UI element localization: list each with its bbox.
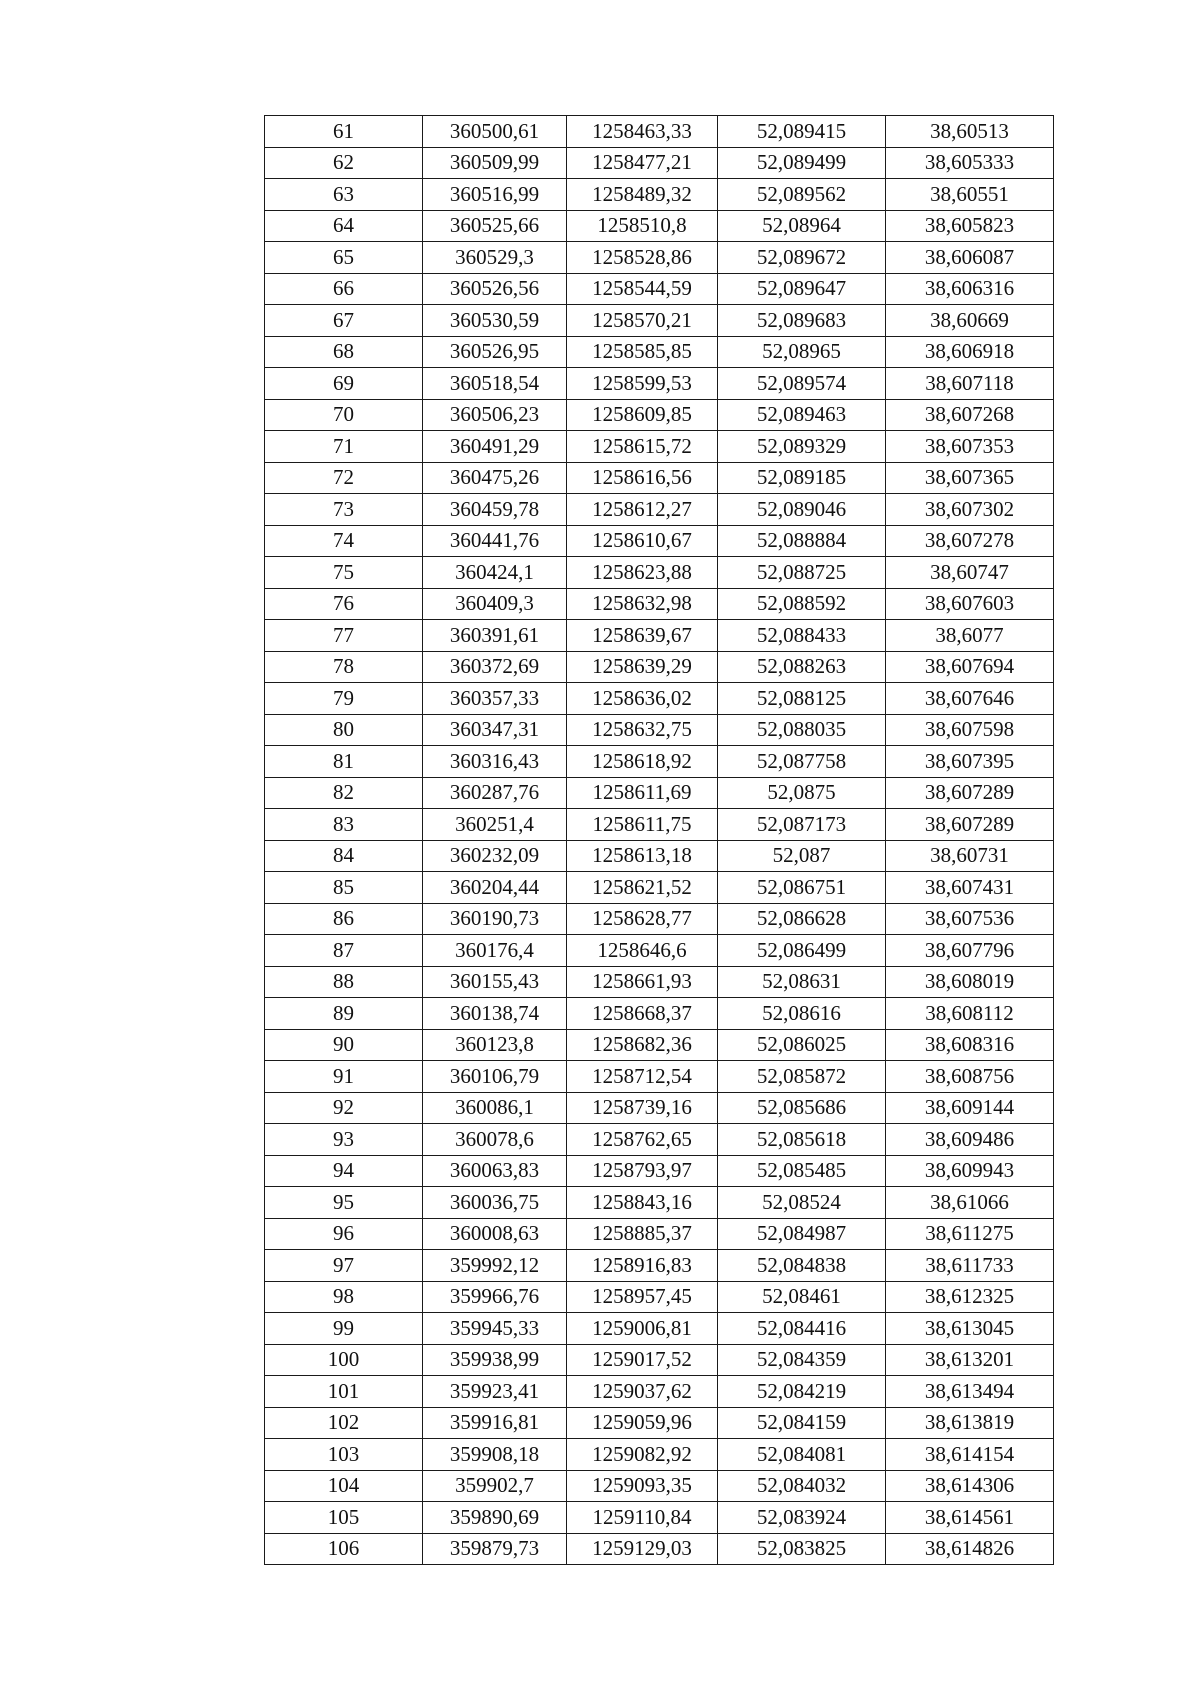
x-coordinate-cell: 360155,43 [423,966,567,998]
longitude-cell: 38,60551 [886,179,1054,211]
y-coordinate-cell: 1258616,56 [567,462,718,494]
table-row [265,935,1054,967]
point-number-cell: 93 [265,1124,423,1156]
longitude-cell: 38,611733 [886,1250,1054,1282]
table-row [265,1029,1054,1061]
y-coordinate-cell: 1258510,8 [567,210,718,242]
y-coordinate-cell: 1258612,27 [567,494,718,526]
longitude-cell: 38,605823 [886,210,1054,242]
latitude-cell: 52,084987 [718,1218,886,1250]
table-row [265,840,1054,872]
point-number-cell: 104 [265,1470,423,1502]
latitude-cell: 52,083924 [718,1502,886,1534]
coordinates-table-body [265,116,1054,1565]
x-coordinate-cell: 359902,7 [423,1470,567,1502]
latitude-cell: 52,084416 [718,1313,886,1345]
longitude-cell: 38,613819 [886,1407,1054,1439]
x-coordinate-cell: 360123,8 [423,1029,567,1061]
table-row [265,431,1054,463]
latitude-cell: 52,089415 [718,116,886,148]
y-coordinate-cell: 1258477,21 [567,147,718,179]
point-number-cell: 66 [265,273,423,305]
point-number-cell: 68 [265,336,423,368]
latitude-cell: 52,089574 [718,368,886,400]
table-row [265,1313,1054,1345]
x-coordinate-cell: 360287,76 [423,777,567,809]
longitude-cell: 38,614306 [886,1470,1054,1502]
x-coordinate-cell: 360500,61 [423,116,567,148]
point-number-cell: 102 [265,1407,423,1439]
longitude-cell: 38,606316 [886,273,1054,305]
table-row [265,273,1054,305]
y-coordinate-cell: 1258682,36 [567,1029,718,1061]
point-number-cell: 78 [265,651,423,683]
latitude-cell: 52,088263 [718,651,886,683]
latitude-cell: 52,086628 [718,903,886,935]
table-row [265,998,1054,1030]
longitude-cell: 38,608316 [886,1029,1054,1061]
x-coordinate-cell: 359945,33 [423,1313,567,1345]
table-row [265,494,1054,526]
y-coordinate-cell: 1258916,83 [567,1250,718,1282]
y-coordinate-cell: 1258611,69 [567,777,718,809]
longitude-cell: 38,607431 [886,872,1054,904]
x-coordinate-cell: 360506,23 [423,399,567,431]
table-row [265,305,1054,337]
point-number-cell: 96 [265,1218,423,1250]
point-number-cell: 73 [265,494,423,526]
y-coordinate-cell: 1258570,21 [567,305,718,337]
longitude-cell: 38,607118 [886,368,1054,400]
y-coordinate-cell: 1258639,29 [567,651,718,683]
point-number-cell: 86 [265,903,423,935]
table-row [265,336,1054,368]
longitude-cell: 38,607536 [886,903,1054,935]
latitude-cell: 52,085686 [718,1092,886,1124]
x-coordinate-cell: 360086,1 [423,1092,567,1124]
x-coordinate-cell: 360190,73 [423,903,567,935]
table-row [265,1376,1054,1408]
longitude-cell: 38,609943 [886,1155,1054,1187]
y-coordinate-cell: 1258639,67 [567,620,718,652]
latitude-cell: 52,0875 [718,777,886,809]
latitude-cell: 52,088433 [718,620,886,652]
point-number-cell: 71 [265,431,423,463]
table-row [265,651,1054,683]
latitude-cell: 52,085618 [718,1124,886,1156]
y-coordinate-cell: 1258544,59 [567,273,718,305]
longitude-cell: 38,613201 [886,1344,1054,1376]
y-coordinate-cell: 1258739,16 [567,1092,718,1124]
latitude-cell: 52,089463 [718,399,886,431]
table-row [265,1344,1054,1376]
latitude-cell: 52,08631 [718,966,886,998]
point-number-cell: 91 [265,1061,423,1093]
x-coordinate-cell: 359890,69 [423,1502,567,1534]
table-row [265,1092,1054,1124]
y-coordinate-cell: 1258628,77 [567,903,718,935]
x-coordinate-cell: 360509,99 [423,147,567,179]
point-number-cell: 79 [265,683,423,715]
point-number-cell: 65 [265,242,423,274]
x-coordinate-cell: 360063,83 [423,1155,567,1187]
table-row [265,116,1054,148]
y-coordinate-cell: 1259059,96 [567,1407,718,1439]
latitude-cell: 52,087758 [718,746,886,778]
longitude-cell: 38,605333 [886,147,1054,179]
point-number-cell: 106 [265,1533,423,1565]
latitude-cell: 52,088035 [718,714,886,746]
y-coordinate-cell: 1259082,92 [567,1439,718,1471]
point-number-cell: 92 [265,1092,423,1124]
y-coordinate-cell: 1258632,75 [567,714,718,746]
x-coordinate-cell: 360138,74 [423,998,567,1030]
x-coordinate-cell: 360372,69 [423,651,567,683]
latitude-cell: 52,086751 [718,872,886,904]
point-number-cell: 101 [265,1376,423,1408]
longitude-cell: 38,60731 [886,840,1054,872]
longitude-cell: 38,608756 [886,1061,1054,1093]
latitude-cell: 52,08964 [718,210,886,242]
y-coordinate-cell: 1258762,65 [567,1124,718,1156]
longitude-cell: 38,609144 [886,1092,1054,1124]
x-coordinate-cell: 360036,75 [423,1187,567,1219]
x-coordinate-cell: 359923,41 [423,1376,567,1408]
y-coordinate-cell: 1258610,67 [567,525,718,557]
longitude-cell: 38,607365 [886,462,1054,494]
latitude-cell: 52,089329 [718,431,886,463]
x-coordinate-cell: 360459,78 [423,494,567,526]
table-row [265,620,1054,652]
y-coordinate-cell: 1258632,98 [567,588,718,620]
x-coordinate-cell: 360529,3 [423,242,567,274]
point-number-cell: 67 [265,305,423,337]
latitude-cell: 52,085872 [718,1061,886,1093]
longitude-cell: 38,612325 [886,1281,1054,1313]
y-coordinate-cell: 1258613,18 [567,840,718,872]
longitude-cell: 38,608019 [886,966,1054,998]
point-number-cell: 62 [265,147,423,179]
x-coordinate-cell: 359966,76 [423,1281,567,1313]
x-coordinate-cell: 360357,33 [423,683,567,715]
table-row [265,1502,1054,1534]
point-number-cell: 63 [265,179,423,211]
longitude-cell: 38,607796 [886,935,1054,967]
point-number-cell: 87 [265,935,423,967]
y-coordinate-cell: 1258661,93 [567,966,718,998]
latitude-cell: 52,084032 [718,1470,886,1502]
latitude-cell: 52,088884 [718,525,886,557]
table-row [265,1281,1054,1313]
latitude-cell: 52,089672 [718,242,886,274]
table-row [265,746,1054,778]
point-number-cell: 100 [265,1344,423,1376]
y-coordinate-cell: 1258623,88 [567,557,718,589]
longitude-cell: 38,6077 [886,620,1054,652]
longitude-cell: 38,607278 [886,525,1054,557]
x-coordinate-cell: 360491,29 [423,431,567,463]
point-number-cell: 61 [265,116,423,148]
y-coordinate-cell: 1258615,72 [567,431,718,463]
y-coordinate-cell: 1258668,37 [567,998,718,1030]
table-row [265,525,1054,557]
x-coordinate-cell: 359916,81 [423,1407,567,1439]
latitude-cell: 52,083825 [718,1533,886,1565]
latitude-cell: 52,086499 [718,935,886,967]
latitude-cell: 52,088125 [718,683,886,715]
x-coordinate-cell: 360525,66 [423,210,567,242]
y-coordinate-cell: 1258712,54 [567,1061,718,1093]
y-coordinate-cell: 1258621,52 [567,872,718,904]
latitude-cell: 52,08524 [718,1187,886,1219]
point-number-cell: 85 [265,872,423,904]
point-number-cell: 76 [265,588,423,620]
y-coordinate-cell: 1259006,81 [567,1313,718,1345]
table-row [265,966,1054,998]
table-row [265,557,1054,589]
point-number-cell: 97 [265,1250,423,1282]
table-row [265,683,1054,715]
point-number-cell: 72 [265,462,423,494]
table-row [265,147,1054,179]
y-coordinate-cell: 1258957,45 [567,1281,718,1313]
latitude-cell: 52,089562 [718,179,886,211]
point-number-cell: 89 [265,998,423,1030]
point-number-cell: 82 [265,777,423,809]
latitude-cell: 52,089647 [718,273,886,305]
x-coordinate-cell: 360204,44 [423,872,567,904]
latitude-cell: 52,087173 [718,809,886,841]
longitude-cell: 38,614826 [886,1533,1054,1565]
y-coordinate-cell: 1258611,75 [567,809,718,841]
latitude-cell: 52,086025 [718,1029,886,1061]
latitude-cell: 52,085485 [718,1155,886,1187]
longitude-cell: 38,609486 [886,1124,1054,1156]
x-coordinate-cell: 360232,09 [423,840,567,872]
x-coordinate-cell: 359992,12 [423,1250,567,1282]
table-row [265,872,1054,904]
latitude-cell: 52,084219 [718,1376,886,1408]
longitude-cell: 38,607302 [886,494,1054,526]
y-coordinate-cell: 1258609,85 [567,399,718,431]
x-coordinate-cell: 359879,73 [423,1533,567,1565]
point-number-cell: 75 [265,557,423,589]
table-row [265,714,1054,746]
table-row [265,1533,1054,1565]
longitude-cell: 38,614154 [886,1439,1054,1471]
longitude-cell: 38,607395 [886,746,1054,778]
longitude-cell: 38,613045 [886,1313,1054,1345]
longitude-cell: 38,606087 [886,242,1054,274]
y-coordinate-cell: 1259110,84 [567,1502,718,1534]
table-row [265,1218,1054,1250]
longitude-cell: 38,60513 [886,116,1054,148]
longitude-cell: 38,607598 [886,714,1054,746]
latitude-cell: 52,087 [718,840,886,872]
table-row [265,1124,1054,1156]
point-number-cell: 103 [265,1439,423,1471]
y-coordinate-cell: 1259037,62 [567,1376,718,1408]
x-coordinate-cell: 360251,4 [423,809,567,841]
table-row [265,809,1054,841]
table-row [265,462,1054,494]
table-row [265,1061,1054,1093]
table-row [265,777,1054,809]
table-row [265,210,1054,242]
y-coordinate-cell: 1259017,52 [567,1344,718,1376]
x-coordinate-cell: 360008,63 [423,1218,567,1250]
y-coordinate-cell: 1258599,53 [567,368,718,400]
point-number-cell: 83 [265,809,423,841]
longitude-cell: 38,607289 [886,809,1054,841]
latitude-cell: 52,084081 [718,1439,886,1471]
table-row [265,1250,1054,1282]
y-coordinate-cell: 1258646,6 [567,935,718,967]
longitude-cell: 38,611275 [886,1218,1054,1250]
x-coordinate-cell: 360409,3 [423,588,567,620]
point-number-cell: 70 [265,399,423,431]
table-row [265,368,1054,400]
table-row [265,399,1054,431]
latitude-cell: 52,089499 [718,147,886,179]
longitude-cell: 38,607268 [886,399,1054,431]
table-row [265,242,1054,274]
x-coordinate-cell: 360316,43 [423,746,567,778]
latitude-cell: 52,088592 [718,588,886,620]
latitude-cell: 52,089046 [718,494,886,526]
x-coordinate-cell: 360526,56 [423,273,567,305]
latitude-cell: 52,084838 [718,1250,886,1282]
latitude-cell: 52,08616 [718,998,886,1030]
y-coordinate-cell: 1258636,02 [567,683,718,715]
y-coordinate-cell: 1258885,37 [567,1218,718,1250]
longitude-cell: 38,606918 [886,336,1054,368]
longitude-cell: 38,61066 [886,1187,1054,1219]
longitude-cell: 38,608112 [886,998,1054,1030]
y-coordinate-cell: 1259093,35 [567,1470,718,1502]
table-row [265,1407,1054,1439]
latitude-cell: 52,089185 [718,462,886,494]
table-row [265,588,1054,620]
y-coordinate-cell: 1258585,85 [567,336,718,368]
table-row [265,1155,1054,1187]
point-number-cell: 105 [265,1502,423,1534]
table-row [265,1439,1054,1471]
longitude-cell: 38,614561 [886,1502,1054,1534]
x-coordinate-cell: 359908,18 [423,1439,567,1471]
point-number-cell: 99 [265,1313,423,1345]
point-number-cell: 90 [265,1029,423,1061]
table-row [265,1187,1054,1219]
point-number-cell: 98 [265,1281,423,1313]
longitude-cell: 38,60669 [886,305,1054,337]
y-coordinate-cell: 1258843,16 [567,1187,718,1219]
longitude-cell: 38,60747 [886,557,1054,589]
x-coordinate-cell: 360441,76 [423,525,567,557]
x-coordinate-cell: 360391,61 [423,620,567,652]
y-coordinate-cell: 1258793,97 [567,1155,718,1187]
point-number-cell: 64 [265,210,423,242]
x-coordinate-cell: 360176,4 [423,935,567,967]
x-coordinate-cell: 360518,54 [423,368,567,400]
longitude-cell: 38,607289 [886,777,1054,809]
y-coordinate-cell: 1258489,32 [567,179,718,211]
point-number-cell: 84 [265,840,423,872]
longitude-cell: 38,607603 [886,588,1054,620]
y-coordinate-cell: 1259129,03 [567,1533,718,1565]
coordinates-table [264,115,1054,1565]
latitude-cell: 52,084159 [718,1407,886,1439]
point-number-cell: 69 [265,368,423,400]
y-coordinate-cell: 1258528,86 [567,242,718,274]
latitude-cell: 52,088725 [718,557,886,589]
point-number-cell: 77 [265,620,423,652]
longitude-cell: 38,607694 [886,651,1054,683]
latitude-cell: 52,08461 [718,1281,886,1313]
latitude-cell: 52,089683 [718,305,886,337]
x-coordinate-cell: 360526,95 [423,336,567,368]
x-coordinate-cell: 360424,1 [423,557,567,589]
y-coordinate-cell: 1258618,92 [567,746,718,778]
x-coordinate-cell: 360078,6 [423,1124,567,1156]
point-number-cell: 74 [265,525,423,557]
longitude-cell: 38,613494 [886,1376,1054,1408]
longitude-cell: 38,607353 [886,431,1054,463]
table-row [265,1470,1054,1502]
x-coordinate-cell: 360347,31 [423,714,567,746]
x-coordinate-cell: 360516,99 [423,179,567,211]
table-row [265,903,1054,935]
table-row [265,179,1054,211]
x-coordinate-cell: 359938,99 [423,1344,567,1376]
point-number-cell: 95 [265,1187,423,1219]
point-number-cell: 88 [265,966,423,998]
latitude-cell: 52,08965 [718,336,886,368]
y-coordinate-cell: 1258463,33 [567,116,718,148]
x-coordinate-cell: 360530,59 [423,305,567,337]
x-coordinate-cell: 360475,26 [423,462,567,494]
longitude-cell: 38,607646 [886,683,1054,715]
point-number-cell: 94 [265,1155,423,1187]
latitude-cell: 52,084359 [718,1344,886,1376]
x-coordinate-cell: 360106,79 [423,1061,567,1093]
point-number-cell: 80 [265,714,423,746]
point-number-cell: 81 [265,746,423,778]
